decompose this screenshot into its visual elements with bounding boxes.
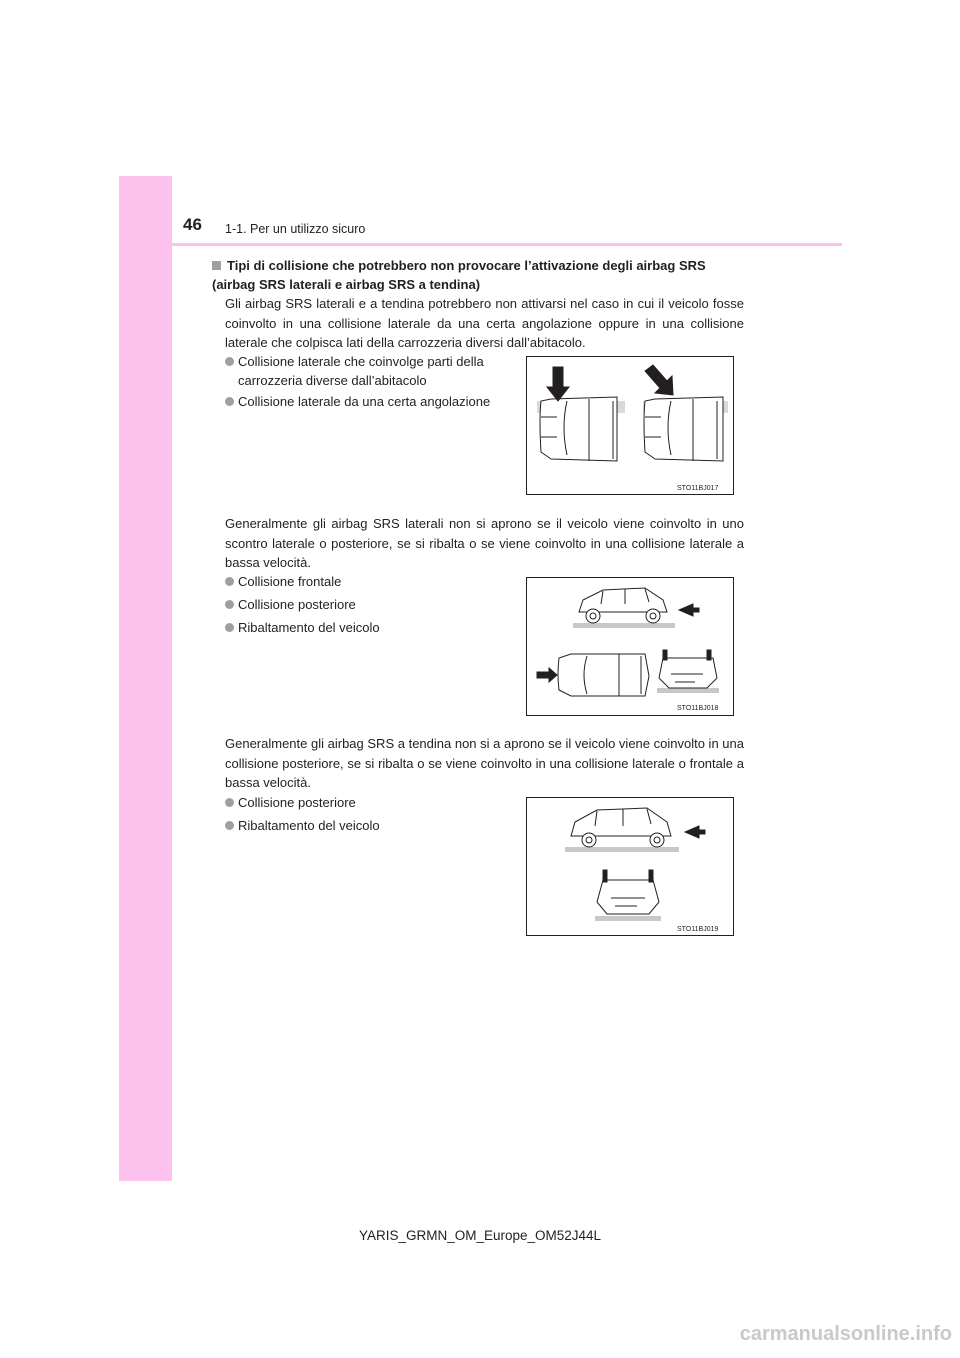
list-item: Ribaltamento del veicolo — [225, 618, 380, 637]
bullet-dot-icon — [225, 623, 234, 632]
header-rule — [119, 243, 842, 246]
list-item: Collisione laterale da una certa angolazione — [225, 392, 490, 411]
list-item: Ribaltamento del veicolo — [225, 816, 380, 835]
paragraph-curtain-airbags: Generalmente gli airbag SRS a tendina non si a aprono se il veicolo viene coinvolto in una collisione posteriore, se si ribalta o se viene coinvolto in una collisione laterale o frontale a bassa velocità. — [225, 736, 744, 790]
chapter-sidebar-tab — [119, 176, 172, 1181]
figure-rear-rollover — [526, 797, 734, 936]
bullet-dot-icon — [225, 397, 234, 406]
list-item: Collisione posteriore — [225, 793, 356, 812]
bullet-dot-icon — [225, 600, 234, 609]
square-bullet-icon — [212, 261, 221, 270]
bullet-dot-icon — [225, 357, 234, 366]
list-item: Collisione laterale che coinvolge parti della carrozzeria diverse dall’abitacolo — [225, 352, 528, 390]
svg-text:STO11BJ018: STO11BJ018 — [677, 705, 719, 712]
intro-paragraph: Gli airbag SRS laterali e a tendina potrebbero non attivarsi nel caso in cui il veicolo fosse coinvolto in una collisione laterale da una certa angolazione oppure in una collisione laterale che colpisca lati della carrozzeria diversi dall’abitacolo. — [225, 296, 744, 350]
figure-side-collision — [526, 356, 734, 495]
bullet-dot-icon — [225, 798, 234, 807]
page-number: 46 — [183, 215, 202, 234]
bullet-dot-icon — [225, 577, 234, 586]
svg-text:STO11BJ017: STO11BJ017 — [677, 485, 719, 492]
watermark[interactable]: carmanualsonline.info — [739, 1323, 952, 1345]
figure-frontal-rear-rollover — [526, 577, 734, 716]
bullet-dot-icon — [225, 821, 234, 830]
subsection-heading — [212, 256, 747, 294]
list-item: Collisione posteriore — [225, 595, 356, 614]
subsection-heading-text: Tipi di collisione che potrebbero non provocare l’attivazione degli airbag SRS (airbag SRS laterali e airbag SRS a tendina) — [212, 258, 706, 292]
svg-text:STO11BJ019: STO11BJ019 — [677, 926, 719, 933]
list-item: Collisione frontale — [225, 572, 341, 591]
document-footer-id: YARIS_GRMN_OM_Europe_OM52J44L — [358, 1228, 602, 1243]
section-title: 1-1. Per un utilizzo sicuro — [225, 222, 366, 236]
paragraph-side-airbags: Generalmente gli airbag SRS laterali non si aprono se il veicolo viene coinvolto in uno scontro laterale o posteriore, se si ribalta o se viene coinvolto in una collisione laterale a bassa velocità. — [225, 516, 744, 570]
